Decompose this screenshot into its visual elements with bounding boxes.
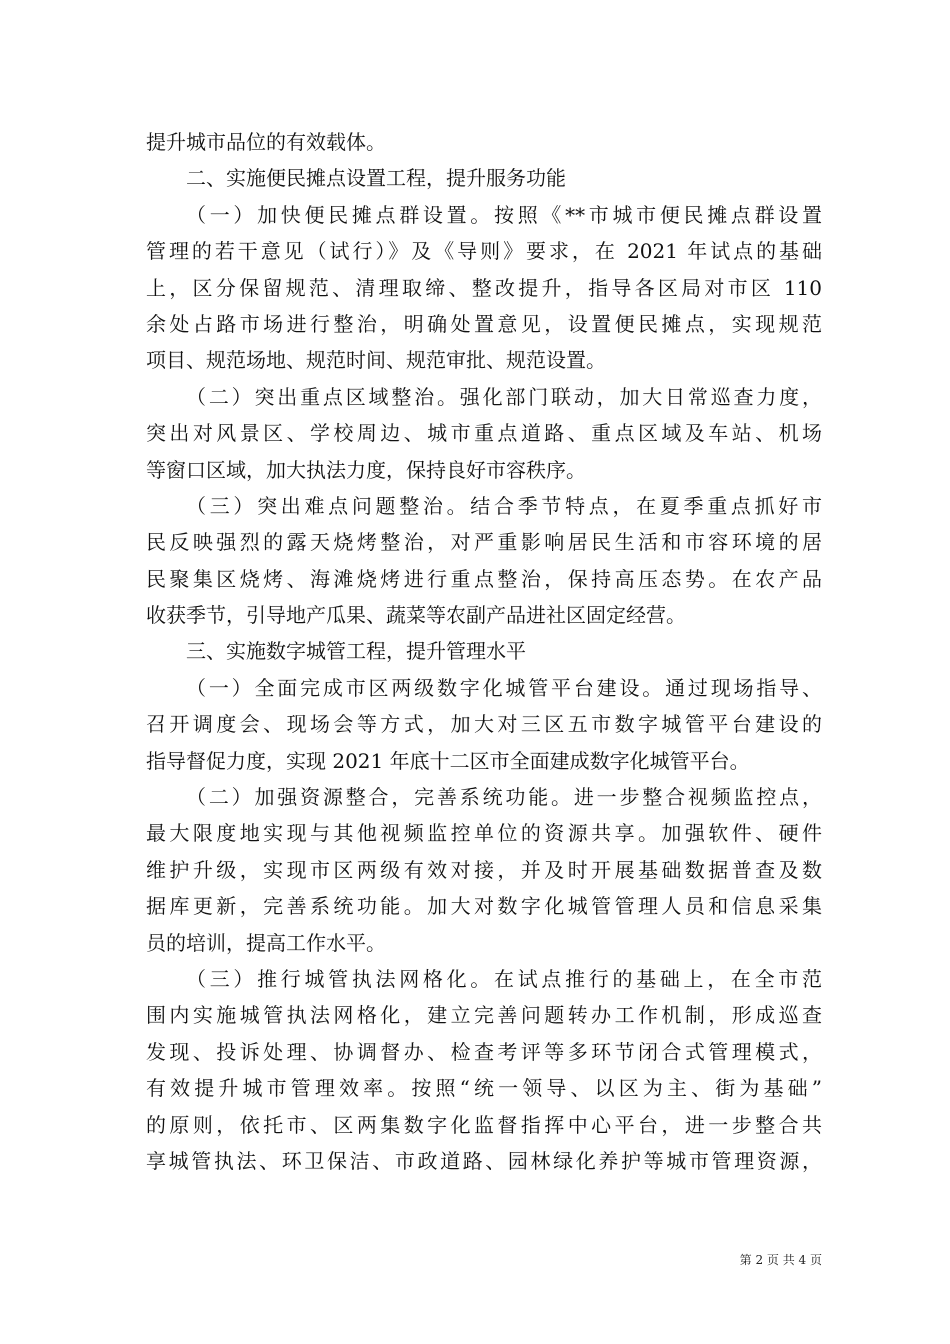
text-line: 指导督促力度，实现 2021 年底十二区市全面建成数字化城管平台。 [146,748,750,773]
text-line: 突出对风景区、学校周边、城市重点道路、重点区域及车站、机场 [146,421,822,446]
text-line: 项目、规范场地、规范时间、规范审批、规范设置。 [146,348,606,373]
text-line: 三、实施数字城管工程，提升管理水平 [186,639,526,664]
text-line: 民聚集区烧烤、海滩烧烤进行重点整治，保持高压态势。在农产品 [146,566,822,591]
text-line: 余处占路市场进行整治，明确处置意见，设置便民摊点，实现规范 [146,311,822,336]
text-line: 维护升级，实现市区两级有效对接，并及时开展基础数据普查及数 [146,857,822,882]
text-line: 最大限度地实现与其他视频监控单位的资源共享。加强软件、硬件 [146,821,822,846]
text-line: 上，区分保留规范、清理取缔、整改提升，指导各区局对市区 110 [146,275,822,300]
text-line: 有效提升城市管理效率。按照“统一领导、以区为主、街为基础” [146,1076,822,1101]
text-line: （一）全面完成市区两级数字化城管平台建设。通过现场指导、 [186,675,822,700]
text-line: 等窗口区域，加大执法力度，保持良好市容秩序。 [146,457,586,482]
text-line: （二）突出重点区域整治。强化部门联动，加大日常巡查力度， [186,384,822,409]
text-line: 的原则，依托市、区两集数字化监督指挥中心平台，进一步整合共 [146,1112,822,1137]
text-line: 发现、投诉处理、协调督办、检查考评等多环节闭合式管理模式， [146,1039,822,1064]
text-line: 享城管执法、环卫保洁、市政道路、园林绿化养护等城市管理资源， [146,1148,822,1173]
text-line: 员的培训，提高工作水平。 [146,930,386,955]
text-line: （二）加强资源整合，完善系统功能。进一步整合视频监控点， [186,785,822,810]
text-line: 民反映强烈的露天烧烤整治，对严重影响居民生活和市容环境的居 [146,530,822,555]
text-line: 围内实施城管执法网格化，建立完善问题转办工作机制，形成巡查 [146,1003,822,1028]
text-line: （三）突出难点问题整治。结合季节特点，在夏季重点抓好市 [186,493,822,518]
page-number-footer: 第 2 页 共 4 页 [739,1253,822,1267]
text-line: （一）加快便民摊点群设置。按照《**市城市便民摊点群设置 [186,202,822,227]
text-line: 提升城市品位的有效载体。 [146,130,386,154]
text-line: 收获季节，引导地产瓜果、蔬菜等农副产品进社区固定经营。 [146,603,686,628]
text-line: 管理的若干意见（试行）》及《导则》要求，在 2021 年试点的基础 [146,239,822,264]
document-body [146,124,822,1179]
text-line: 召开调度会、现场会等方式，加大对三区五市数字城管平台建设的 [146,712,822,737]
text-line: 据库更新，完善系统功能。加大对数字化城管管理人员和信息采集 [146,894,822,919]
text-line: （三）推行城管执法网格化。在试点推行的基础上，在全市范 [186,966,822,991]
text-line: 二、实施便民摊点设置工程，提升服务功能 [186,166,566,191]
